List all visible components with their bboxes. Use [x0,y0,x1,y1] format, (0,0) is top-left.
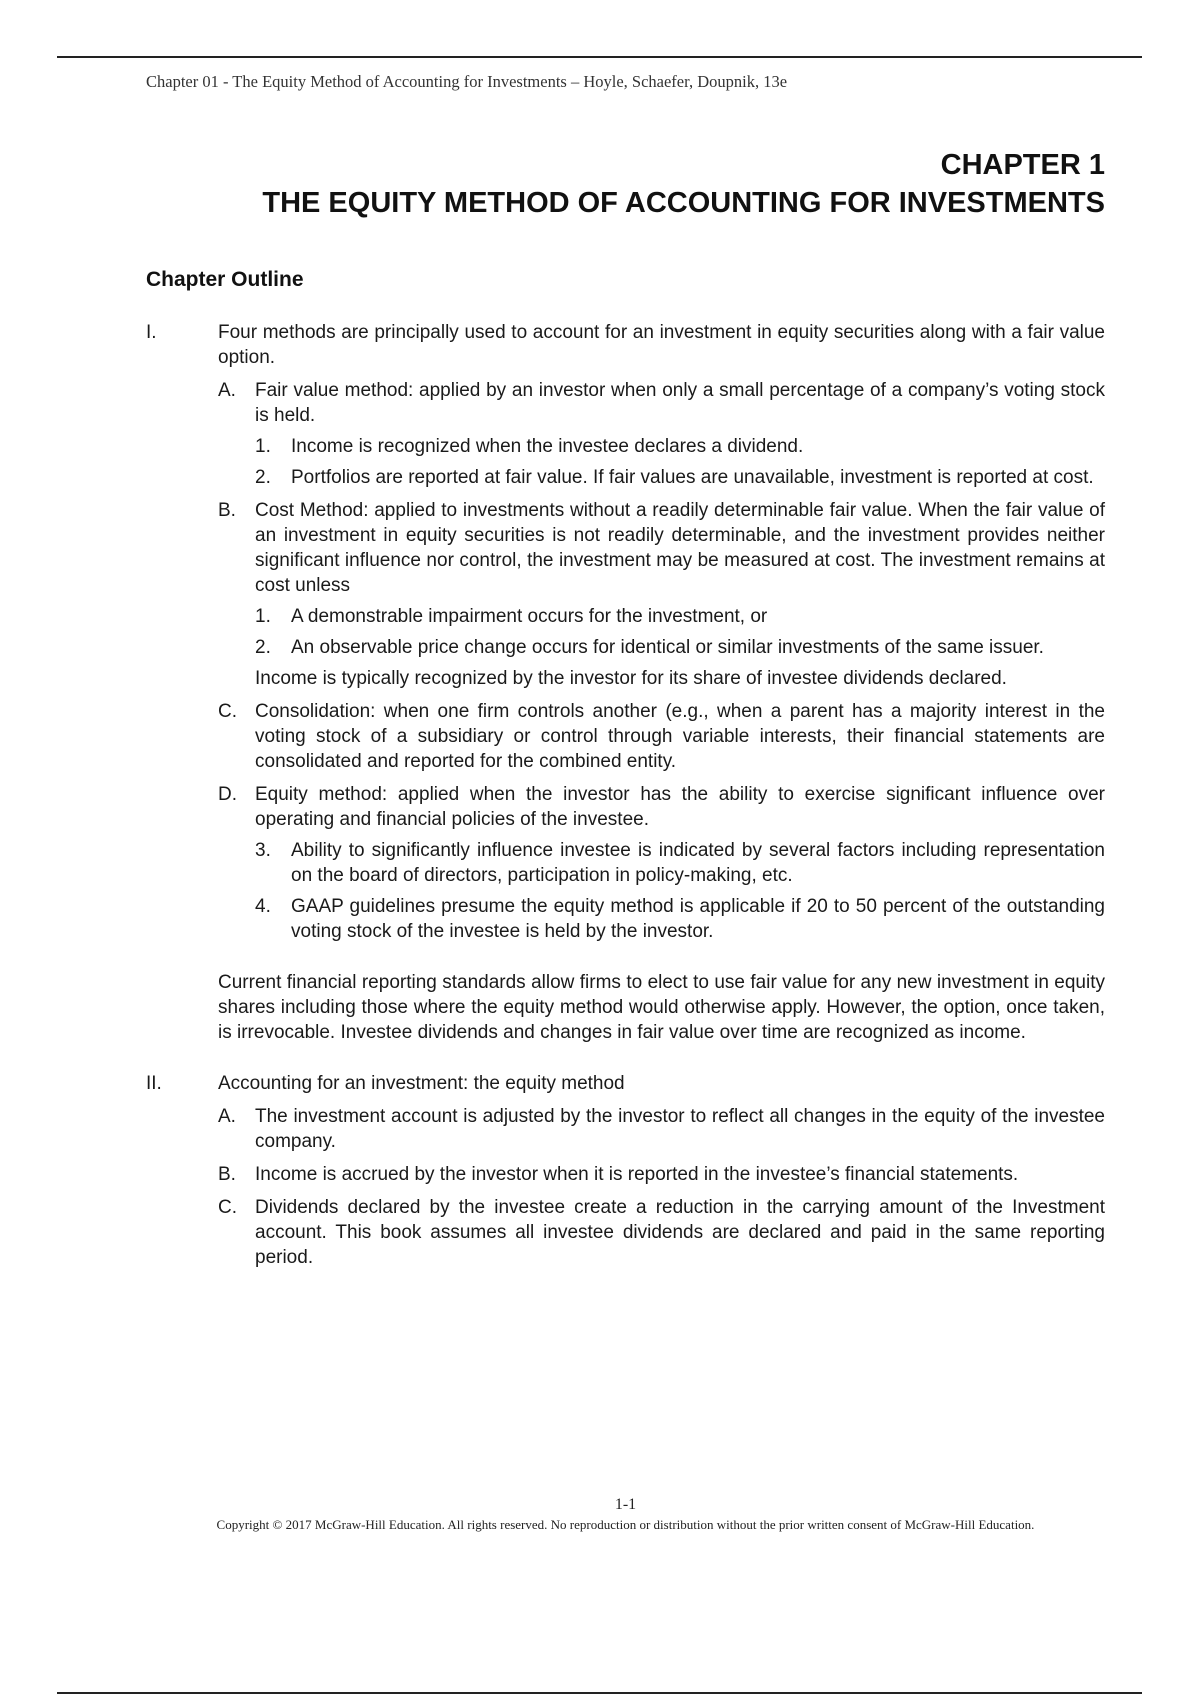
outline-item-1b [218,498,1105,691]
outline-subitem [255,465,1105,490]
outline-item-2c [218,1195,1105,1270]
outline-subitem [255,838,1105,888]
subitem-number: 4. [255,896,271,917]
subitem-number: 1. [255,606,271,627]
top-rule [57,56,1142,58]
outline-item-1d [218,782,1105,944]
chapter-number: CHAPTER 1 [940,149,1105,181]
section-number: I. [146,322,157,343]
running-header: Chapter 01 - The Equity Method of Accounting for Investments – Hoyle, Schaefer, Doupnik, 13e [146,72,788,91]
item-letter: C. [218,701,237,722]
outline-item-1c [218,699,1105,774]
item-text: Cost Method: applied to investments without a readily determinable fair value. When the fair value of an investment in equity securities is not readily determinable, and the investment provides neither significant influence nor control, the investment may be measured at cost. The investment remains at cost unless [255,500,1105,596]
subitem-text: An observable price change occurs for identical or similar investments of the same issuer. [291,637,1044,658]
outline-item-1a [218,378,1105,490]
outline-item-2b [218,1162,1105,1187]
outline-subitem [255,434,1105,459]
item-text: The investment account is adjusted by the investor to reflect all changes in the equity of the investee company. [255,1106,1105,1152]
page-number: 1-1 [614,1496,637,1513]
subitem-number: 1. [255,436,271,457]
chapter-title: THE EQUITY METHOD OF ACCOUNTING FOR INVESTMENTS [262,187,1105,219]
subitem-number: 2. [255,637,271,658]
page-footer [146,1496,1105,1534]
item-letter: B. [218,1164,236,1185]
item-letter: D. [218,784,237,805]
section-number: II. [146,1073,162,1094]
item-text: Fair value method: applied by an investor when only a small percentage of a company’s voting stock is held. [255,380,1105,426]
item-text: Equity method: applied when the investor has the ability to exercise significant influence over operating and financial policies of the investee. [255,784,1105,830]
subitem-text: Portfolios are reported at fair value. If fair values are unavailable, investment is reported at cost. [291,467,1094,488]
subitem-text: A demonstrable impairment occurs for the investment, or [291,606,768,627]
outline-subitem [255,894,1105,944]
item-letter: A. [218,380,236,401]
bottom-rule [57,1692,1142,1694]
subitem-number: 3. [255,840,271,861]
fair-value-option-note: Current financial reporting standards allow firms to elect to use fair value for any new investment in equity shares including those where the equity method would otherwise apply. However, the option, once taken, is irrevocable. Investee dividends and changes in fair value over time are recognized as income. [218,972,1105,1043]
outline-subitem [255,635,1105,660]
outline-subitem [255,604,1105,629]
item-letter: C. [218,1197,237,1218]
item-text: Consolidation: when one firm controls another (e.g., when a parent has a majority interest in the voting stock of a subsidiary or control through variable interests, their financial statements are consolidated and reported for the combined entity. [255,701,1105,772]
subitem-number: 2. [255,467,271,488]
item-text: Income is accrued by the investor when it is reported in the investee’s financial statements. [255,1164,1019,1185]
item-text: Dividends declared by the investee create a reduction in the carrying amount of the Investment account. This book assumes all investee dividends are declared and paid in the same reporting period. [255,1197,1105,1268]
section-text: Four methods are principally used to account for an investment in equity securities along with a fair value option. [218,322,1105,368]
chapter-title-block [262,146,1105,222]
section-text: Accounting for an investment: the equity method [218,1073,625,1094]
outline-heading: Chapter Outline [146,268,304,291]
subitem-text: GAAP guidelines presume the equity method is applicable if 20 to 50 percent of the outstanding voting stock of the investee is held by the investor. [291,896,1105,942]
subitem-text: Income is recognized when the investee declares a dividend. [291,436,804,457]
item-trailing-text: Income is typically recognized by the investor for its share of investee dividends declared. [255,668,1007,689]
item-letter: A. [218,1106,236,1127]
outline-item-2a [218,1104,1105,1154]
outline-body [146,320,1105,1270]
subitem-text: Ability to significantly influence investee is indicated by several factors including representation on the board of directors, participation in policy-making, etc. [291,840,1105,886]
outline-section-1 [146,320,1105,1045]
item-letter: B. [218,500,236,521]
copyright-notice: Copyright © 2017 McGraw-Hill Education. All rights reserved. No reproduction or distribution without the prior written consent of McGraw-Hill Education. [216,1517,1035,1532]
outline-section-2 [146,1071,1105,1270]
